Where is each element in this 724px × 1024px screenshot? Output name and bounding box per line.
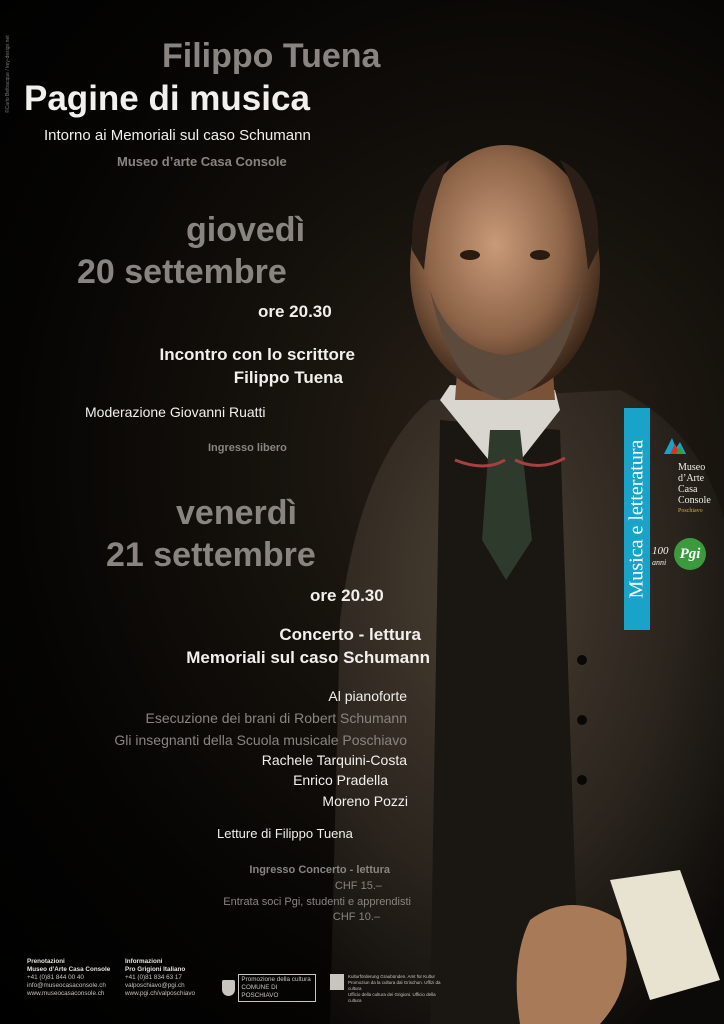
museum-logo-line: Casa [678,484,698,495]
venue: Museo d’arte Casa Console [117,154,287,169]
event2-exec: Esecuzione dei brani di Robert Schumann [145,710,407,726]
subtitle: Intorno ai Memoriali sul caso Schumann [44,127,311,144]
event1-moderation: Moderazione Giovanni Ruatti [85,404,266,420]
performer: Rachele Tarquini-Costa [261,752,407,768]
pgi-logo [652,538,722,578]
museum-logo-text [678,462,711,517]
event1-day: giovedì [186,211,306,249]
event2-piano: Al pianoforte [328,688,407,704]
pgi-mark: Pgi [674,538,706,570]
event2-line2: Memoriali sul caso Schumann [186,648,430,667]
event2-date: 21 settembre [106,536,316,574]
author-name: Filippo Tuena [162,37,381,75]
event1-time: ore 20.30 [258,302,332,321]
page-title: Pagine di musica [24,79,310,118]
event1-line1: Incontro con lo scrittore [159,345,355,364]
event2-discount: Entrata soci Pgi, studenti e apprendisti [223,896,411,908]
event2-entry-title: Ingresso Concerto - lettura [249,864,390,876]
event1-entry: Ingresso libero [208,442,287,454]
museum-logo-place: Poschiavo [678,508,703,514]
event2-reading: Letture di Filippo Tuena [217,826,353,841]
canton-crest-icon [330,974,344,990]
footer-col-canton: Kulturförderung Graubünden. Amt für Kultur Promoziun da la cultura dal Grischun. Uffizi da cultura Ufficio della cultura dei Grigioni. Ufficio della cultura [330,974,445,1004]
footer-col-reservations: Prenotazioni Museo d’Arte Casa Console +41 (0)81 844 00 40 info@museocasaconsole.ch www.museocasaconsole.ch [27,958,111,997]
event2-price1: CHF 15.– [334,880,382,892]
performer: Enrico Pradella [293,772,388,788]
footer-col-info: Informazioni Pro Grigioni Italiano +41 (0)81 834 63 17 valposchiavo@pgi.ch www.pgi.ch/valposchiavo [125,958,196,997]
photo-credit: ©Carlo Beltracque / key-design.net [5,35,11,113]
pgi-years: 100 anni [652,545,669,567]
museum-logo-line: Console [678,495,711,506]
museum-logo-line: d’Arte [678,473,705,484]
museum-logo-line: Museo [678,462,706,473]
event1-line2: Filippo Tuena [233,368,343,387]
event2-teachers: Gli insegnanti della Scuola musicale Poschiavo [114,732,407,748]
museum-logo-icon [662,436,688,456]
event2-time: ore 20.30 [310,586,384,605]
event2-line1: Concerto - lettura [279,625,421,644]
event2-price2: CHF 10.– [332,911,380,923]
event2-day: venerdì [176,494,297,532]
event1-date: 20 settembre [77,253,287,291]
performer: Moreno Pozzi [322,793,408,809]
musica-letteratura-banner [624,408,650,630]
comune-crest-icon [222,980,235,996]
footer-col-comune: Promozione della cultura COMUNE DI POSCHIAVO [222,974,316,1002]
banner-text: Musica e letteratura [625,439,648,599]
